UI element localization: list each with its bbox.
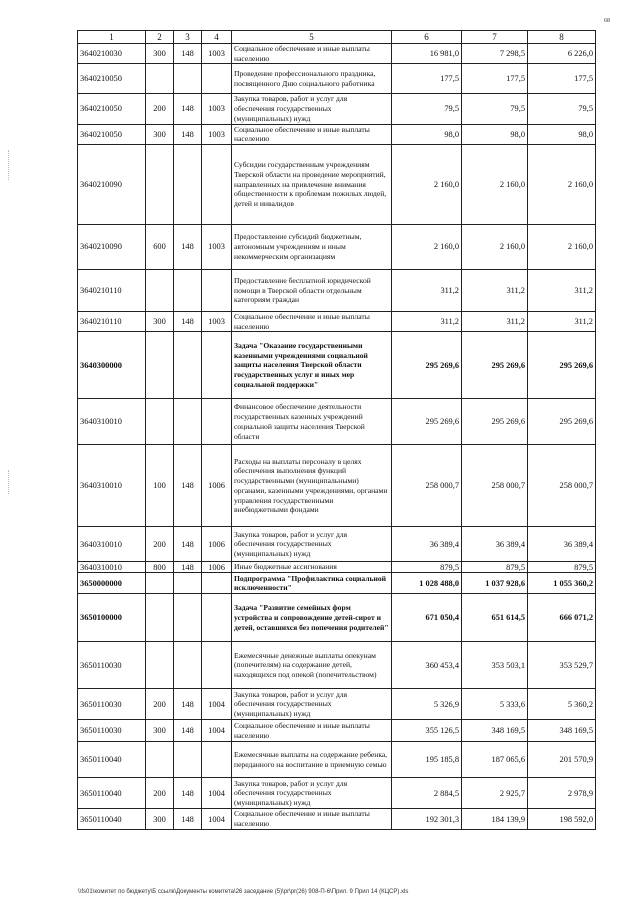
cell-department: 148 bbox=[174, 778, 202, 809]
cell-expense-type bbox=[146, 332, 174, 399]
column-header-row bbox=[78, 31, 596, 44]
table-row bbox=[78, 809, 596, 829]
cell-amount-year1: 311,2 bbox=[392, 311, 462, 331]
cell-section: 1006 bbox=[202, 445, 232, 527]
cell-expense-type: 300 bbox=[146, 809, 174, 829]
column-header-6: 6 bbox=[392, 31, 462, 44]
cell-amount-year3: 98,0 bbox=[528, 124, 596, 144]
cell-amount-year1: 195 185,8 bbox=[392, 742, 462, 778]
cell-section: 1003 bbox=[202, 124, 232, 144]
table-row bbox=[78, 332, 596, 399]
cell-section bbox=[202, 332, 232, 399]
cell-section: 1006 bbox=[202, 527, 232, 562]
cell-amount-year3: 258 000,7 bbox=[528, 445, 596, 527]
cell-department bbox=[174, 642, 202, 689]
cell-department: 148 bbox=[174, 311, 202, 331]
cell-amount-year1: 16 981,0 bbox=[392, 44, 462, 64]
cell-amount-year1: 2 884,5 bbox=[392, 778, 462, 809]
cell-amount-year2: 311,2 bbox=[462, 311, 528, 331]
table-row bbox=[78, 124, 596, 144]
cell-amount-year3: 348 169,5 bbox=[528, 720, 596, 742]
cell-expense-type: 300 bbox=[146, 44, 174, 64]
cell-amount-year2: 348 169,5 bbox=[462, 720, 528, 742]
cell-amount-year2: 879,5 bbox=[462, 562, 528, 573]
cell-code: 3650110030 bbox=[78, 689, 146, 720]
cell-expense-type bbox=[146, 64, 174, 94]
cell-description: Закупка товаров, работ и услуг для обеспечения государственных (муниципальных) нужд bbox=[232, 527, 392, 562]
cell-description: Закупка товаров, работ и услуг для обеспечения государственных (муниципальных) нужд bbox=[232, 778, 392, 809]
cell-department: 148 bbox=[174, 94, 202, 124]
cell-code: 3640310010 bbox=[78, 399, 146, 445]
cell-code: 3650110040 bbox=[78, 742, 146, 778]
cell-code: 3640310010 bbox=[78, 527, 146, 562]
cell-amount-year2: 98,0 bbox=[462, 124, 528, 144]
cell-expense-type: 100 bbox=[146, 445, 174, 527]
cell-expense-type: 200 bbox=[146, 689, 174, 720]
cell-code: 3640310010 bbox=[78, 445, 146, 527]
cell-amount-year1: 177,5 bbox=[392, 64, 462, 94]
table-row bbox=[78, 642, 596, 689]
cell-amount-year2: 79,5 bbox=[462, 94, 528, 124]
cell-amount-year1: 879,5 bbox=[392, 562, 462, 573]
column-header-8: 8 bbox=[528, 31, 596, 44]
cell-amount-year3: 2 978,9 bbox=[528, 778, 596, 809]
cell-amount-year3: 295 269,6 bbox=[528, 332, 596, 399]
table-row bbox=[78, 144, 596, 224]
cell-amount-year1: 5 326,9 bbox=[392, 689, 462, 720]
table-row bbox=[78, 527, 596, 562]
cell-amount-year3: 879,5 bbox=[528, 562, 596, 573]
cell-description: Закупка товаров, работ и услуг для обеспечения государственных (муниципальных) нужд bbox=[232, 94, 392, 124]
cell-amount-year2: 187 065,6 bbox=[462, 742, 528, 778]
cell-code: 3650110030 bbox=[78, 642, 146, 689]
cell-expense-type: 300 bbox=[146, 311, 174, 331]
cell-section: 1004 bbox=[202, 689, 232, 720]
cell-amount-year1: 355 126,5 bbox=[392, 720, 462, 742]
cell-department bbox=[174, 742, 202, 778]
cell-amount-year3: 353 529,7 bbox=[528, 642, 596, 689]
cell-description: Проведение профессионального праздника, посвященного Дню социального работника bbox=[232, 64, 392, 94]
cell-department bbox=[174, 144, 202, 224]
cell-amount-year1: 1 028 488,0 bbox=[392, 573, 462, 594]
page-number: 68 bbox=[604, 18, 610, 24]
cell-department: 148 bbox=[174, 527, 202, 562]
table-row bbox=[78, 44, 596, 64]
cell-code: 3640210030 bbox=[78, 44, 146, 64]
table-body bbox=[78, 44, 596, 830]
column-header-3: 3 bbox=[174, 31, 202, 44]
cell-department: 148 bbox=[174, 44, 202, 64]
cell-code: 3650110030 bbox=[78, 720, 146, 742]
cell-description: Ежемесячные выплаты на содержание ребенка, переданного на воспитание в приемную семью bbox=[232, 742, 392, 778]
cell-description: Иные бюджетные ассигнования bbox=[232, 562, 392, 573]
cell-description: Субсидии государственным учреждениям Тверской области на проведение мероприятий, направленных на привлечение внимания общественности к проблемам пожилых людей, детей и инвалидов bbox=[232, 144, 392, 224]
table-row bbox=[78, 445, 596, 527]
footer-file-path: \\fs01\комитет по бюджету\Б ссылк\Документы комитета\26 заседание (5)\pr\pr(26) 908-П-6\Прил. 9 Прил 14 (КЦСР).xls bbox=[78, 889, 409, 895]
cell-amount-year2: 353 503,1 bbox=[462, 642, 528, 689]
cell-section: 1003 bbox=[202, 224, 232, 269]
cell-expense-type: 800 bbox=[146, 562, 174, 573]
cell-code: 3640210110 bbox=[78, 269, 146, 311]
column-header-7: 7 bbox=[462, 31, 528, 44]
margin-mark bbox=[8, 470, 10, 494]
cell-amount-year1: 2 160,0 bbox=[392, 144, 462, 224]
cell-department bbox=[174, 332, 202, 399]
cell-amount-year1: 258 000,7 bbox=[392, 445, 462, 527]
cell-amount-year1: 192 301,3 bbox=[392, 809, 462, 829]
column-header-5: 5 bbox=[232, 31, 392, 44]
cell-code: 3640310010 bbox=[78, 562, 146, 573]
cell-amount-year2: 177,5 bbox=[462, 64, 528, 94]
cell-description: Закупка товаров, работ и услуг для обеспечения государственных (муниципальных) нужд bbox=[232, 689, 392, 720]
cell-expense-type: 600 bbox=[146, 224, 174, 269]
cell-section: 1004 bbox=[202, 809, 232, 829]
cell-department bbox=[174, 594, 202, 642]
cell-description: Предоставление бесплатной юридической помощи в Тверской области отдельным категориям граждан bbox=[232, 269, 392, 311]
cell-section: 1006 bbox=[202, 562, 232, 573]
cell-amount-year1: 295 269,6 bbox=[392, 332, 462, 399]
cell-amount-year3: 79,5 bbox=[528, 94, 596, 124]
table-row bbox=[78, 64, 596, 94]
cell-amount-year3: 5 360,2 bbox=[528, 689, 596, 720]
cell-amount-year3: 2 160,0 bbox=[528, 224, 596, 269]
cell-expense-type: 200 bbox=[146, 778, 174, 809]
cell-section bbox=[202, 64, 232, 94]
column-header-1: 1 bbox=[78, 31, 146, 44]
cell-amount-year3: 2 160,0 bbox=[528, 144, 596, 224]
cell-description: Социальное обеспечение и иные выплаты населению bbox=[232, 809, 392, 829]
cell-amount-year2: 5 333,6 bbox=[462, 689, 528, 720]
cell-department bbox=[174, 269, 202, 311]
cell-description: Задача "Оказание государственными казенными учреждениями социальной защиты населения Тверской области государственных услуг и иных мер социальной поддержки" bbox=[232, 332, 392, 399]
cell-department: 148 bbox=[174, 809, 202, 829]
table-row bbox=[78, 720, 596, 742]
cell-amount-year2: 2 925,7 bbox=[462, 778, 528, 809]
cell-department: 148 bbox=[174, 224, 202, 269]
cell-expense-type: 200 bbox=[146, 527, 174, 562]
cell-amount-year1: 671 050,4 bbox=[392, 594, 462, 642]
cell-code: 3650000000 bbox=[78, 573, 146, 594]
table-row bbox=[78, 594, 596, 642]
cell-section bbox=[202, 642, 232, 689]
cell-expense-type bbox=[146, 399, 174, 445]
cell-section bbox=[202, 573, 232, 594]
cell-amount-year3: 36 389,4 bbox=[528, 527, 596, 562]
cell-expense-type bbox=[146, 594, 174, 642]
cell-department: 148 bbox=[174, 720, 202, 742]
cell-amount-year2: 651 614,5 bbox=[462, 594, 528, 642]
cell-amount-year2: 311,2 bbox=[462, 269, 528, 311]
cell-amount-year1: 36 389,4 bbox=[392, 527, 462, 562]
cell-section bbox=[202, 742, 232, 778]
cell-amount-year1: 311,2 bbox=[392, 269, 462, 311]
cell-section bbox=[202, 399, 232, 445]
cell-section bbox=[202, 144, 232, 224]
cell-code: 3640210110 bbox=[78, 311, 146, 331]
cell-amount-year1: 98,0 bbox=[392, 124, 462, 144]
cell-department bbox=[174, 573, 202, 594]
cell-expense-type bbox=[146, 144, 174, 224]
cell-expense-type: 300 bbox=[146, 720, 174, 742]
table-row bbox=[78, 573, 596, 594]
cell-amount-year2: 2 160,0 bbox=[462, 224, 528, 269]
cell-description: Социальное обеспечение и иные выплаты населению bbox=[232, 44, 392, 64]
cell-amount-year1: 360 453,4 bbox=[392, 642, 462, 689]
margin-mark bbox=[8, 150, 10, 180]
cell-description: Социальное обеспечение и иные выплаты населению bbox=[232, 720, 392, 742]
cell-description: Предоставление субсидий бюджетным, автономным учреждениям и иным некоммерческим организациям bbox=[232, 224, 392, 269]
cell-description: Расходы на выплаты персоналу в целях обеспечения выполнения функций государственными (муниципальными) органами, казенными учреждениями, органами управления государственными внебюджетными фондами bbox=[232, 445, 392, 527]
cell-section bbox=[202, 269, 232, 311]
cell-amount-year3: 198 592,0 bbox=[528, 809, 596, 829]
cell-amount-year3: 177,5 bbox=[528, 64, 596, 94]
budget-table bbox=[77, 30, 596, 830]
table-row bbox=[78, 399, 596, 445]
table-row bbox=[78, 94, 596, 124]
cell-code: 3640210090 bbox=[78, 144, 146, 224]
cell-amount-year2: 36 389,4 bbox=[462, 527, 528, 562]
cell-department: 148 bbox=[174, 562, 202, 573]
cell-amount-year3: 311,2 bbox=[528, 269, 596, 311]
cell-expense-type: 200 bbox=[146, 94, 174, 124]
cell-description: Задача "Развитие семейных форм устройства и сопровождение детей-сирот и детей, оставшихся без попечения родителей" bbox=[232, 594, 392, 642]
table-row bbox=[78, 224, 596, 269]
cell-amount-year3: 311,2 bbox=[528, 311, 596, 331]
cell-description: Финансовое обеспечение деятельности государственных казенных учреждений социальной защиты населения Тверской области bbox=[232, 399, 392, 445]
table-row bbox=[78, 689, 596, 720]
cell-description: Социальное обеспечение и иные выплаты населению bbox=[232, 124, 392, 144]
cell-amount-year2: 7 298,5 bbox=[462, 44, 528, 64]
cell-department: 148 bbox=[174, 124, 202, 144]
cell-department: 148 bbox=[174, 689, 202, 720]
cell-code: 3650110040 bbox=[78, 778, 146, 809]
column-header-2: 2 bbox=[146, 31, 174, 44]
cell-section bbox=[202, 594, 232, 642]
table-row bbox=[78, 311, 596, 331]
cell-code: 3640210090 bbox=[78, 224, 146, 269]
column-header-4: 4 bbox=[202, 31, 232, 44]
cell-department: 148 bbox=[174, 445, 202, 527]
cell-code: 3650110040 bbox=[78, 809, 146, 829]
table-row bbox=[78, 742, 596, 778]
table-row bbox=[78, 269, 596, 311]
cell-amount-year3: 295 269,6 bbox=[528, 399, 596, 445]
cell-amount-year2: 295 269,6 bbox=[462, 332, 528, 399]
cell-expense-type: 300 bbox=[146, 124, 174, 144]
cell-amount-year3: 201 570,9 bbox=[528, 742, 596, 778]
cell-expense-type bbox=[146, 573, 174, 594]
cell-section: 1004 bbox=[202, 778, 232, 809]
cell-department bbox=[174, 399, 202, 445]
cell-amount-year3: 666 071,2 bbox=[528, 594, 596, 642]
cell-amount-year2: 295 269,6 bbox=[462, 399, 528, 445]
cell-code: 3640210050 bbox=[78, 124, 146, 144]
cell-amount-year2: 184 139,9 bbox=[462, 809, 528, 829]
cell-description: Ежемесячные денежные выплаты опекунам (попечителям) на содержание детей, находящихся под опекой (попечительством) bbox=[232, 642, 392, 689]
cell-code: 3650100000 bbox=[78, 594, 146, 642]
cell-amount-year2: 2 160,0 bbox=[462, 144, 528, 224]
cell-expense-type bbox=[146, 742, 174, 778]
cell-department bbox=[174, 64, 202, 94]
cell-expense-type bbox=[146, 269, 174, 311]
table-row bbox=[78, 562, 596, 573]
cell-code: 3640210050 bbox=[78, 94, 146, 124]
cell-code: 3640300000 bbox=[78, 332, 146, 399]
table-row bbox=[78, 778, 596, 809]
cell-section: 1003 bbox=[202, 94, 232, 124]
cell-amount-year3: 1 055 360,2 bbox=[528, 573, 596, 594]
cell-expense-type bbox=[146, 642, 174, 689]
cell-amount-year1: 79,5 bbox=[392, 94, 462, 124]
cell-amount-year2: 1 037 928,6 bbox=[462, 573, 528, 594]
cell-description: Подпрограмма "Профилактика социальной исключенности" bbox=[232, 573, 392, 594]
cell-amount-year3: 6 226,0 bbox=[528, 44, 596, 64]
cell-section: 1004 bbox=[202, 720, 232, 742]
cell-description: Социальное обеспечение и иные выплаты населению bbox=[232, 311, 392, 331]
cell-amount-year1: 295 269,6 bbox=[392, 399, 462, 445]
cell-section: 1003 bbox=[202, 44, 232, 64]
cell-section: 1003 bbox=[202, 311, 232, 331]
cell-amount-year1: 2 160,0 bbox=[392, 224, 462, 269]
cell-amount-year2: 258 000,7 bbox=[462, 445, 528, 527]
cell-code: 3640210050 bbox=[78, 64, 146, 94]
